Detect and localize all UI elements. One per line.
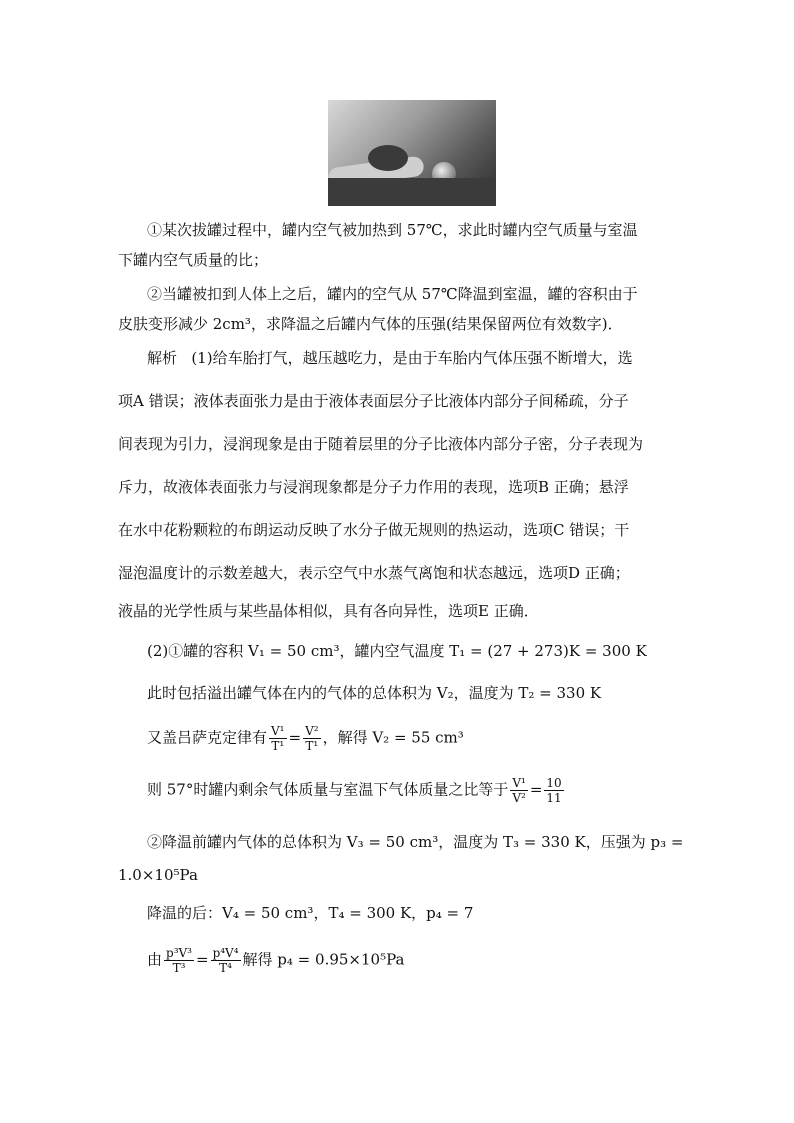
solution-line: 又盖吕萨克定律有 $\frac{\text{V¹}}{\text{T¹}}$ = $\frac{\text{V²}}{\text{T¹}}$ ，解得 V₂ = 55 cm³ <box>147 724 464 753</box>
cupping-photo <box>328 100 496 206</box>
analysis-line: 在水中花粉颗粒的布朗运动反映了水分子做无规则的热运动，选项C 错误；干 <box>118 521 630 539</box>
photo-shadow <box>328 178 496 206</box>
question-line: 下罐内空气质量的比； <box>118 251 269 269</box>
analysis-line: 湿泡温度计的示数差越大，表示空气中水蒸气离饱和状态越远，选项D 正确； <box>118 564 630 582</box>
fraction: $\frac{\text{p⁴V⁴}}{\text{T⁴}}$ <box>212 946 239 975</box>
analysis-line: 斥力，故液体表面张力与浸润现象都是分子力作用的表现，选项B 正确；悬浮 <box>118 478 629 496</box>
analysis-line: 解析 (1)给车胎打气，越压越吃力，是由于车胎内气体压强不断增大，选 <box>147 349 633 367</box>
question-line: 皮肤变形减少 2cm³，求降温之后罐内气体的压强(结果保留两位有效数字)． <box>118 315 623 333</box>
analysis-label: 解析 <box>147 349 178 367</box>
question-line: ②当罐被扣到人体上之后，罐内的空气从 57℃降温到室温，罐的容积由于 <box>147 285 638 303</box>
solution-line: 1.0×10⁵Pa <box>118 866 198 884</box>
fraction: $\frac{\text{p³V³}}{\text{T³}}$ <box>166 946 192 975</box>
solution-line: 则 57°时罐内剩余气体质量与室温下气体质量之比等于 $\frac{\text{V¹}}{\text{V²}}$ = $\frac{10}{11}$ <box>147 776 562 805</box>
solution-line: (2)①罐的容积 V₁ = 50 cm³，罐内空气温度 T₁ = (27 + 273)K = 300 K <box>147 642 647 660</box>
fraction: $\frac{\text{V²}}{\text{T¹}}$ <box>305 724 319 753</box>
solution-line: 降温的后：V₄ = 50 cm³，T₄ = 300 K，p₄ = 7 <box>147 904 474 922</box>
question-line: ①某次拔罐过程中，罐内空气被加热到 57℃，求此时罐内空气质量与室温 <box>147 221 638 239</box>
analysis-line: 项A 错误；液体表面张力是由于液体表面层分子比液体内部分子间稀疏，分子 <box>118 392 629 410</box>
fraction: $\frac{10}{11}$ <box>546 776 562 805</box>
solution-line: 此时包括溢出罐气体在内的气体的总体积为 V₂，温度为 T₂ = 330 K <box>147 684 602 702</box>
photo-hand <box>368 145 408 171</box>
fraction: $\frac{\text{V¹}}{\text{V²}}$ <box>512 776 526 805</box>
solution-line: 由 $\frac{\text{p³V³}}{\text{T³}}$ = $\frac{\text{p⁴V⁴}}{\text{T⁴}}$ 解得 p₄ = 0.95×10⁵Pa <box>147 946 405 975</box>
solution-line: ②降温前罐内气体的总体积为 V₃ = 50 cm³，温度为 T₃ = 330 K，压强为 p₃ = <box>147 833 684 851</box>
analysis-line: 液晶的光学性质与某些晶体相似，具有各向异性，选项E 正确． <box>118 602 539 620</box>
analysis-line: 间表现为引力，浸润现象是由于随着层里的分子比液体内部分子密，分子表现为 <box>118 435 644 453</box>
fraction: $\frac{\text{V¹}}{\text{T¹}}$ <box>271 724 285 753</box>
